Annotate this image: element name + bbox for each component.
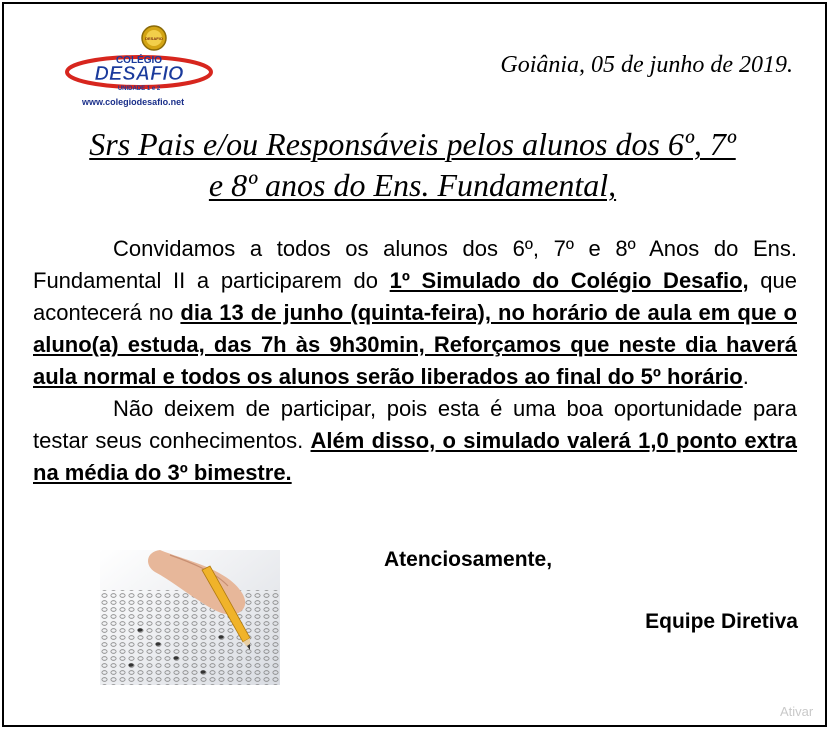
heading-line-1: Srs Pais e/ou Responsáveis pelos alunos dos 6º, 7º [89, 126, 736, 162]
event-details: dia 13 de junho (quinta-feira), no horário de aula em que o aluno(a) estuda, das 7h às 9h30min, Reforçamos que neste dia haverá aula normal e todos os alunos serão liberados ao final do 5º horário [33, 300, 797, 389]
logo-brand-sub: UNIDADE 1 e 2 [117, 86, 161, 92]
paragraph-1: Convidamos a todos os alunos dos 6º, 7º e 8º Anos do Ens. Fundamental II a participarem do 1º Simulado do Colégio Desafio, que acontecerá no dia 13 de junho (quinta-feira), no horário de aula em que o aluno(a) estuda, das 7h às 9h30min, Reforçamos que neste dia haverá aula normal e todos os alunos serão liberados ao final do 5º horário. [33, 236, 797, 389]
event-name: 1º Simulado do Colégio Desafio, [389, 268, 749, 293]
letter-date: Goiânia, 05 de junho de 2019. [500, 52, 793, 78]
logo-brand-top: COLÉGIO [115, 55, 163, 66]
exam-photo [100, 550, 280, 685]
letter-heading [20, 124, 805, 206]
seal-text: DESAFIO [145, 36, 163, 41]
website-link[interactable]: www.colegiodesafio.net [82, 97, 185, 107]
activation-watermark: Ativar [780, 704, 814, 719]
paragraph-2: Não deixem de participar, pois esta é uma boa oportunidade para testar seus conhecimentos. Além disso, o simulado valerá 1,0 ponto extra na média do 3º bimestre. [33, 396, 797, 485]
salutation: Atenciosamente, [384, 548, 553, 571]
logo-brand-main: DESAFIO [94, 63, 184, 85]
extra-point-note: Além disso, o simulado valerá 1,0 ponto extra na média do 3º bimestre. [33, 428, 797, 485]
heading-line-2: e 8º anos do Ens. Fundamental, [208, 167, 617, 203]
letter-body [33, 233, 797, 489]
pencil-answer-sheet-image [100, 550, 280, 685]
signature: Equipe Diretiva [645, 610, 798, 633]
